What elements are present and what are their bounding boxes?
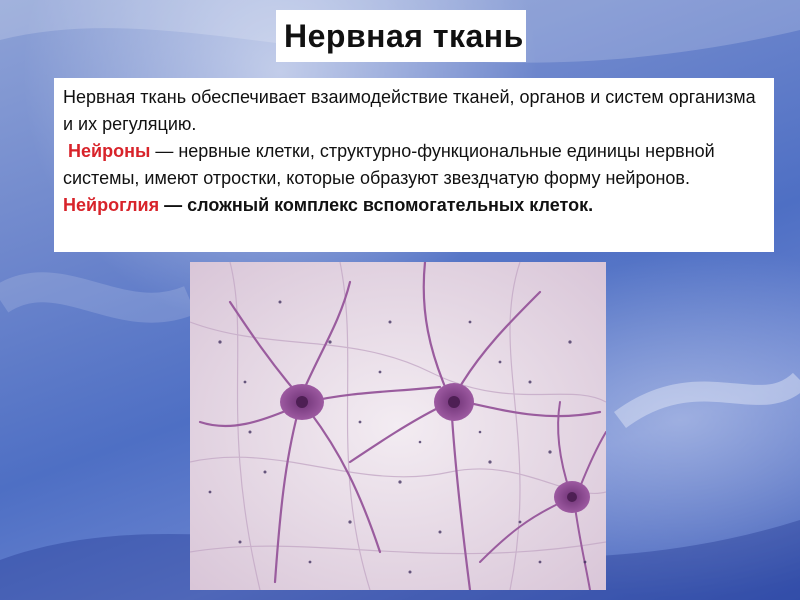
paragraph-neuroglia [63, 192, 766, 219]
paragraph-neurons [63, 138, 766, 192]
neuroglia-definition: — сложный комплекс вспомогательных клеток. [159, 195, 594, 215]
paragraph-intro: Нервная ткань обеспечивает взаимодействие тканей, органов и систем организма и их регуляцию. [63, 87, 756, 134]
term-neuroglia: Нейроглия [63, 195, 160, 215]
slide-title: Нервная ткань [284, 18, 524, 54]
neurons-definition: — нервные клетки, структурно-функциональные единицы нервной системы, имеют отростки, которые образуют звездчатую форму нейронов. [63, 141, 715, 188]
body-text-box [54, 78, 774, 252]
title-box [276, 10, 526, 62]
term-neurons: Нейроны [68, 141, 151, 161]
microscope-neuron-image [190, 262, 606, 590]
neuron-illustration [190, 262, 606, 590]
